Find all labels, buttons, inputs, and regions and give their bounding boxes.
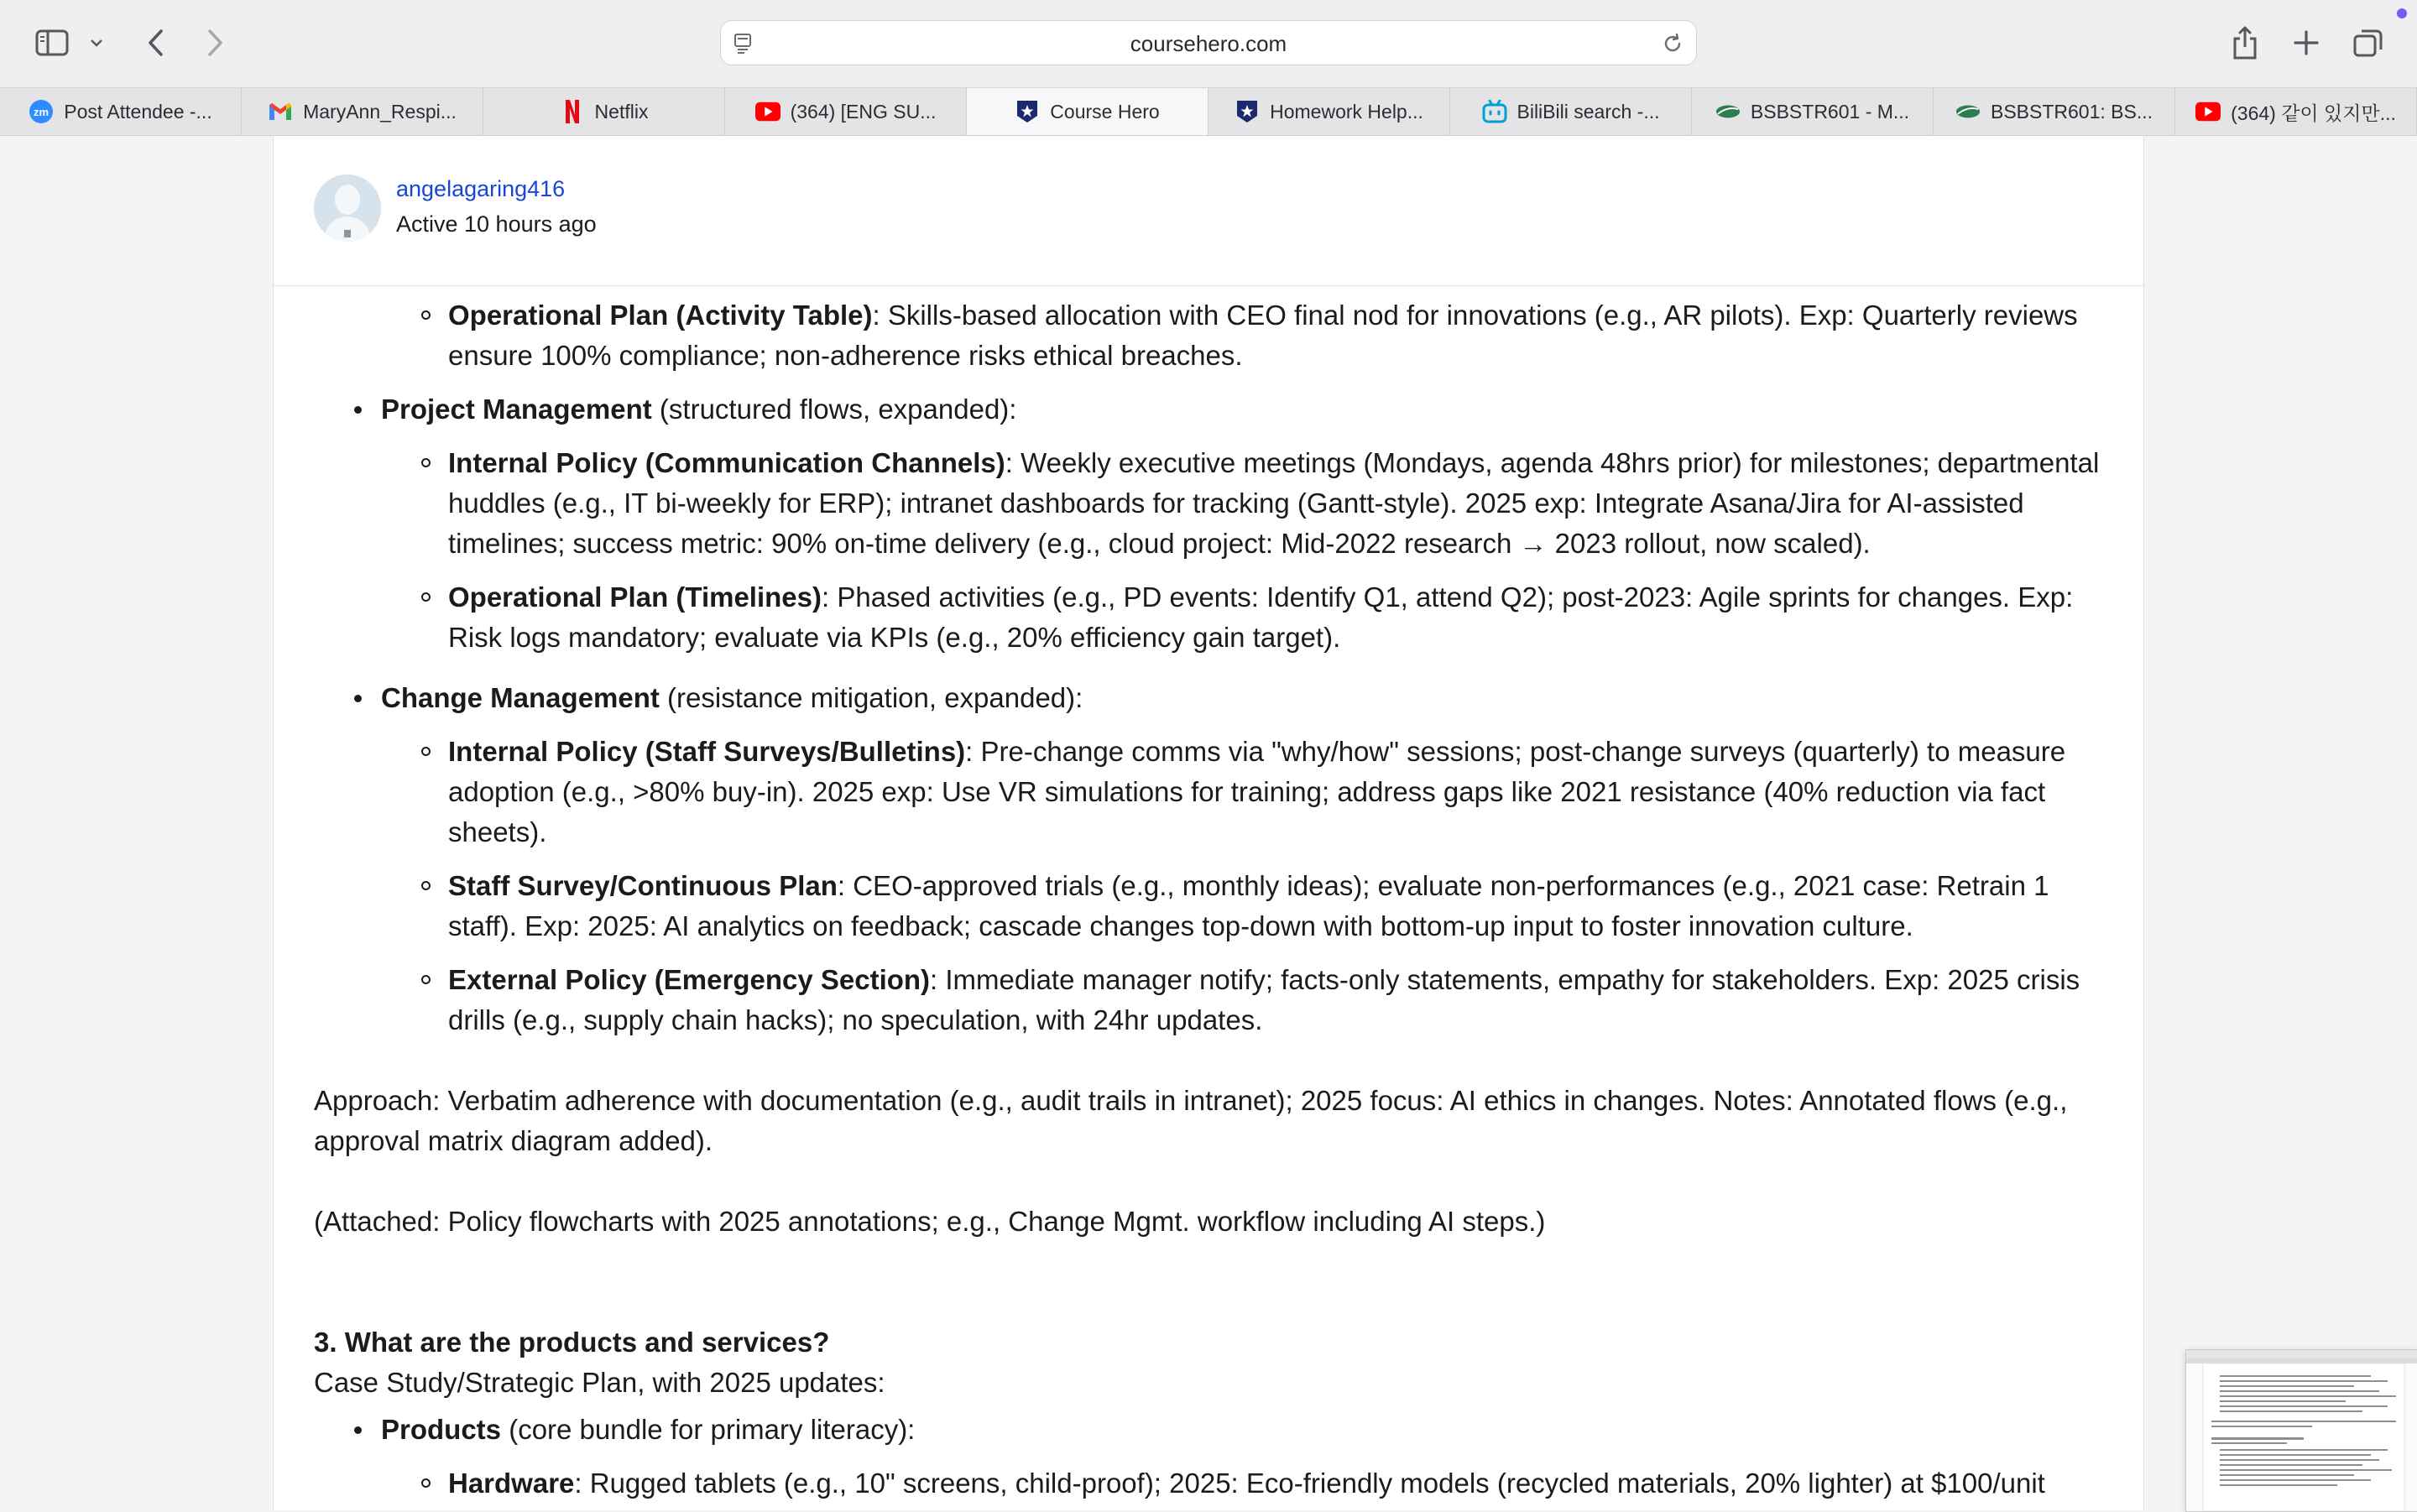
chevron-down-icon [89, 38, 104, 48]
list-item [381, 866, 2110, 946]
author-activity-status: Active 10 hours ago [396, 211, 597, 237]
netflix-icon [560, 99, 585, 124]
item-text: : Phased activities (e.g., PD events: Identify Q1, attend Q2); post-2023: Agile sprints for changes. Exp: Risk logs mandatory; evaluate via KPIs (e.g., 20% efficiency gain target). [448, 581, 2074, 653]
forward-button[interactable] [198, 25, 232, 60]
list-item [381, 960, 2110, 1040]
tab-label: MaryAnn_Respi... [303, 100, 457, 123]
item-text: : Skills-based allocation with CEO final nod for innovations (e.g., AR pilots). Exp: Quarterly reviews ensure 100% compliance; non-adherence risks ethical breaches. [448, 300, 2078, 371]
coursehero-icon [1235, 99, 1260, 124]
item-heading: Operational Plan (Timelines) [448, 581, 822, 613]
gmail-icon [268, 99, 293, 124]
tab-netflix[interactable] [483, 88, 725, 135]
tab-group-dropdown[interactable] [86, 32, 107, 54]
reload-icon[interactable] [1661, 32, 1684, 60]
back-button[interactable] [139, 25, 173, 60]
address-url[interactable]: coursehero.com [1130, 31, 1287, 56]
sub-list [381, 732, 2110, 1040]
item-text: : CEO-approved trials (e.g., monthly ideas); evaluate non-performances (e.g., 2021 case: Retrain 1 staff). Exp: 2025: AI analytics on feedback; cascade changes top-down with bottom-up input to foster innovation culture. [448, 870, 2049, 941]
item-heading: Project Management [381, 394, 652, 425]
tab-post-attendee[interactable] [0, 88, 242, 135]
answer-card [273, 136, 2144, 1510]
item-heading: Change Management [381, 682, 660, 713]
bullet-list [314, 1410, 2110, 1504]
item-text: (resistance mitigation, expanded): [659, 682, 1083, 713]
tab-bsbstr601-m[interactable] [1692, 88, 1934, 135]
item-text: (structured flows, expanded): [651, 394, 1017, 425]
plus-icon [2293, 29, 2320, 56]
share-button[interactable] [2227, 23, 2263, 62]
tab-label: (364) [ENG SU... [790, 100, 937, 123]
tab-youtube-eng[interactable] [725, 88, 967, 135]
item-text: : Immediate manager notify; facts-only statements, empathy for stakeholders. Exp: 2025 crisis drills (e.g., supply chain hacks); no speculation, with 24hr updates. [448, 964, 2080, 1035]
tab-label: Netflix [594, 100, 649, 123]
sub-list [381, 295, 2110, 376]
sub-list [381, 443, 2110, 658]
youtube-icon [755, 99, 780, 124]
tab-bsbstr601-bs[interactable] [1934, 88, 2175, 135]
chevron-left-icon [147, 29, 165, 57]
item-text: : Rugged tablets (e.g., 10" screens, child-proof); 2025: Eco-friendly models (recycled materials, 20% lighter) at $100/unit [574, 1468, 2045, 1499]
item-heading: Hardware [448, 1468, 575, 1499]
tab-course-hero[interactable] [967, 88, 1208, 135]
author-header [274, 136, 2143, 286]
bullet-list [314, 389, 2110, 1040]
web-page [0, 136, 2417, 1510]
sidebar-toggle-button[interactable] [34, 25, 70, 60]
item-heading: Operational Plan (Activity Table) [448, 300, 873, 331]
item-heading: Internal Policy (Staff Surveys/Bulletins) [448, 736, 966, 767]
item-text: (core bundle for primary literacy): [501, 1414, 916, 1445]
list-item [381, 443, 2110, 564]
leaf-icon [1955, 99, 1981, 124]
tab-youtube-korean[interactable] [2175, 88, 2417, 135]
tab-homework-help[interactable] [1208, 88, 1450, 135]
tab-bar [0, 88, 2417, 136]
thumbnail-preview-image [2186, 1350, 2417, 1511]
user-silhouette-icon [314, 175, 381, 242]
sidebar-icon [35, 29, 69, 56]
item-text: : Pre-change comms via "why/how" sessions; post-change surveys (quarterly) to measure adoption (e.g., >80% buy-in). 2025 exp: Use VR simulations for training; address gaps like 2021 resistance (40% reduction via fact sheets). [448, 736, 2066, 847]
chevron-right-icon [206, 29, 224, 57]
tab-gmail[interactable] [242, 88, 483, 135]
avatar[interactable] [314, 175, 381, 242]
item-heading: Internal Policy (Communication Channels) [448, 447, 1005, 478]
leaf-icon [1715, 99, 1741, 124]
tab-label: BiliBili search -... [1516, 100, 1660, 123]
item-heading: Products [381, 1414, 502, 1445]
tab-bilibili[interactable] [1450, 88, 1692, 135]
attachment-note: (Attached: Policy flowcharts with 2025 annotations; e.g., Change Mgmt. workflow including AI steps.) [314, 1206, 1546, 1237]
question-heading: 3. What are the products and services? [314, 1327, 830, 1358]
sub-list [381, 1463, 2110, 1504]
approach-paragraph: Approach: Verbatim adherence with documentation (e.g., audit trails in intranet); 2025 focus: AI ethics in changes. Notes: Annotated flows (e.g., approval matrix diagram added). [314, 1085, 2068, 1156]
list-item [314, 1410, 2110, 1504]
notification-dot [2397, 8, 2407, 18]
tab-label: (364) 같이 있지만... [2231, 102, 2396, 124]
list-item [381, 732, 2110, 852]
list-item [314, 389, 2110, 658]
tab-overview-button[interactable] [2350, 25, 2387, 60]
bilibili-icon [1482, 99, 1507, 124]
share-icon [2231, 25, 2259, 60]
tab-label: BSBSTR601: BS... [1990, 100, 2153, 123]
question-subheading: Case Study/Strategic Plan, with 2025 updates: [314, 1367, 885, 1398]
item-heading: External Policy (Emergency Section) [448, 964, 931, 995]
new-tab-button[interactable] [2289, 25, 2323, 60]
item-heading: Staff Survey/Continuous Plan [448, 870, 838, 901]
browser-toolbar [0, 0, 2417, 88]
author-username-link[interactable]: angelagaring416 [396, 176, 566, 201]
item-text: : Weekly executive meetings (Mondays, agenda 48hrs prior) for milestones; departmental huddles (e.g., IT bi-weekly for ERP); intranet dashboards for tracking (Gantt-style). 2025 exp: Integrate Asana/Jira for AI-assisted timelines; success metric: 90% on-time delivery (e.g., cloud project: Mid-2022 research → 2023 rollout, now scaled). [448, 447, 2100, 559]
list-item [314, 678, 2110, 1040]
list-item [381, 295, 2110, 376]
tab-label: Homework Help... [1270, 100, 1423, 123]
tab-label: BSBSTR601 - M... [1750, 100, 1910, 123]
svg-text:zm: zm [34, 106, 50, 118]
tab-label: Post Attendee -... [64, 100, 212, 123]
coursehero-icon [1015, 99, 1040, 124]
list-item [381, 1463, 2110, 1504]
tab-label: Course Hero [1050, 100, 1160, 123]
address-bar[interactable] [720, 20, 1697, 65]
screenshot-thumbnail[interactable] [2185, 1349, 2417, 1512]
youtube-icon [2195, 99, 2221, 124]
answer-body [314, 285, 2110, 1504]
zoom-icon [29, 99, 54, 124]
tab-overview-icon [2352, 28, 2384, 58]
list-item [381, 577, 2110, 658]
